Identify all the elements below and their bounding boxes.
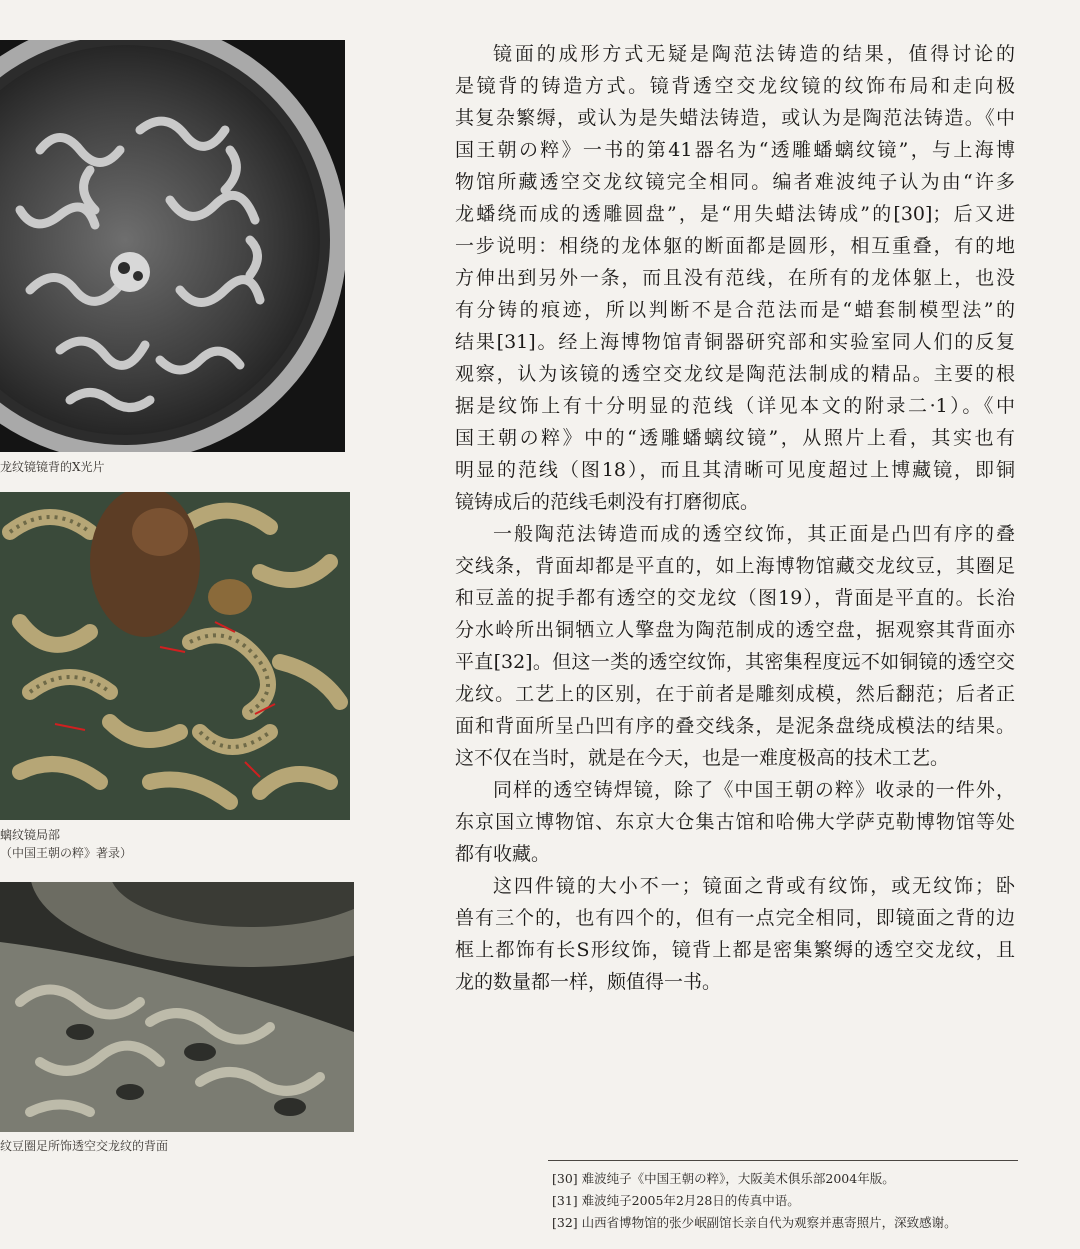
text-line: 国王朝の粹》一书的第41器名为“透雕蟠螭纹镜”，与上海博 <box>455 139 1015 161</box>
text-line: 交线条，背面却都是平直的，如上海博物馆藏交龙纹豆，其圈足 <box>455 555 1015 577</box>
text-line: 结果[31]。经上海博物馆青铜器研究部和实验室同人们的反复 <box>455 331 1015 353</box>
text-line: 龙的数量都一样，颇值得一书。 <box>455 971 722 993</box>
paragraph <box>455 870 1015 998</box>
text-line: 东京国立博物馆、东京大仓集古馆和哈佛大学萨克勒博物馆等处 <box>455 811 1015 833</box>
text-line: 和豆盖的捉手都有透空的交龙纹（图19），背面是平直的。长治 <box>455 587 1015 609</box>
ring-foot-photo <box>0 882 354 1132</box>
footnote-divider <box>548 1160 1018 1161</box>
text-line: 平直[32]。但这一类的透空纹饰，其密集程度远不如铜镜的透空交 <box>455 651 1015 673</box>
text-line: 分水岭所出铜牺立人擎盘为陶范制成的透空盘，据观察其背面亦 <box>455 619 1015 641</box>
figure-caption: 龙纹镜镜背的X光片 <box>0 460 105 474</box>
mirror-detail-photo <box>0 492 350 820</box>
text-line: 面和背面所呈凸凹有序的叠交线条，是泥条盘绕成模法的结果。 <box>455 715 1015 737</box>
figure-caption: 螭纹镜局部 （中国王朝の粹》著录） <box>0 828 133 860</box>
text-line: 方伸出到另外一条，而且没有范线，在所有的龙体躯上，也没 <box>455 267 1015 289</box>
text-line: 同样的透空铸焊镜，除了《中国王朝の粹》收录的一件外， <box>493 779 1015 801</box>
text-line: 国王朝の粹》中的“透雕蟠螭纹镜”，从照片上看，其实也有 <box>455 427 1015 449</box>
text-line: 镜铸成后的范线毛刺没有打磨彻底。 <box>455 491 760 513</box>
text-line: 这四件镜的大小不一；镜面之背或有纹饰，或无纹饰；卧 <box>493 875 1015 897</box>
body-text <box>455 38 1015 998</box>
xray-mirror-photo <box>0 40 345 452</box>
text-line: 物馆所藏透空交龙纹镜完全相同。编者难波纯子认为由“许多 <box>455 171 1015 193</box>
text-line: 龙纹。工艺上的区别，在于前者是雕刻成模，然后翻范；后者正 <box>455 683 1015 705</box>
text-line: 兽有三个的，也有四个的，但有一点完全相同，即镜面之背的边 <box>455 907 1015 929</box>
text-line: 都有收藏。 <box>455 843 551 865</box>
figure-caption: 纹豆圈足所饰透空交龙纹的背面 <box>0 1139 169 1153</box>
text-line: 明显的范线（图18），而且其清晰可见度超过上博藏镜，即铜 <box>455 459 1015 481</box>
paragraph <box>455 774 1015 870</box>
footnote: [30] 难波纯子《中国王朝の粹》，大阪美术俱乐部2004年版。 <box>552 1171 895 1186</box>
text-line: 框上都饰有长S形纹饰，镜背上都是密集繁缛的透空交龙纹，且 <box>455 939 1015 961</box>
paragraph <box>455 518 1015 774</box>
text-line: 一步说明：相绕的龙体躯的断面都是圆形，相互重叠，有的地 <box>455 235 1015 257</box>
footnotes <box>552 1168 1052 1234</box>
text-line: 镜面的成形方式无疑是陶范法铸造的结果，值得讨论的 <box>493 43 1015 65</box>
footnote: [31] 难波纯子2005年2月28日的传真中语。 <box>552 1193 800 1208</box>
text-line: 其复杂繁缛，或认为是失蜡法铸造，或认为是陶范法铸造。《中 <box>455 107 1015 129</box>
text-line: 观察，认为该镜的透空交龙纹是陶范法制成的精品。主要的根 <box>455 363 1015 385</box>
paragraph <box>455 38 1015 518</box>
text-line: 有分铸的痕迹，所以判断不是合范法而是“蜡套制模型法”的 <box>455 299 1015 321</box>
footnote: [32] 山西省博物馆的张少岷副馆长亲自代为观察并惠寄照片，深致感谢。 <box>552 1215 957 1230</box>
text-line: 据是纹饰上有十分明显的范线（详见本文的附录二·1）。《中 <box>455 395 1015 417</box>
text-line: 一般陶范法铸造而成的透空纹饰，其正面是凸凹有序的叠 <box>493 523 1015 545</box>
text-line: 龙蟠绕而成的透雕圆盘”，是“用失蜡法铸成”的[30]；后又进 <box>455 203 1015 225</box>
text-line: 这不仅在当时，就是在今天，也是一难度极高的技术工艺。 <box>455 747 950 769</box>
text-line: 是镜背的铸造方式。镜背透空交龙纹镜的纹饰布局和走向极 <box>455 75 1015 97</box>
